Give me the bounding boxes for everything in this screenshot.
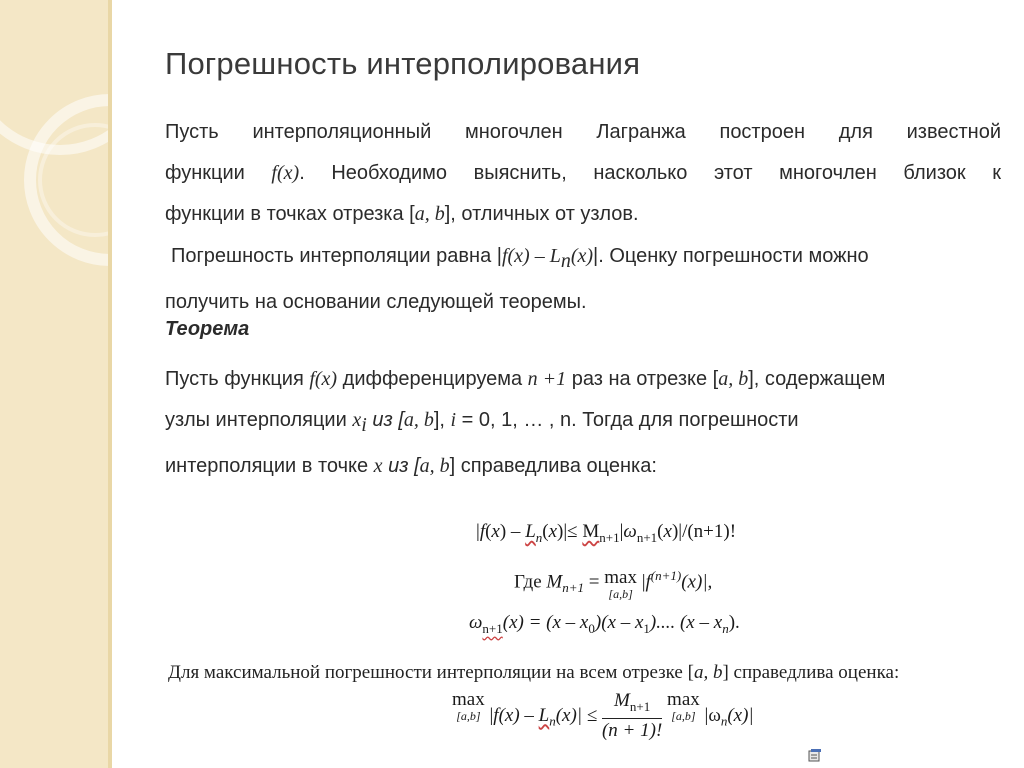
fraction: $\frac{M_{n+1}}{(n + 1)!}$ — [601, 690, 663, 741]
error-estimate-formula: $|f(x) - L_n(x)|\le M_{n+1}|\omega_{n+1}(x)|/(n+1)$! — [476, 521, 737, 545]
theorem-paragraph — [165, 359, 1001, 487]
theorem-line-3: интерполяции в точке x из [a, b] справедлива оценка: — [165, 455, 657, 477]
intro-line-1: Пусть интерполяционный многочлен Лагранжа построен для известной — [165, 121, 1001, 143]
theorem-line-2: узлы интерполяции $x_i$ из [a, b], i = 0, 1, … , n. Тогда для погрешности — [165, 409, 799, 436]
page-title: Погрешность интерполирования — [165, 46, 641, 81]
intro-line-2: функции f(x). Необходимо выяснить, насколько этот многочлен близок к — [165, 162, 1001, 184]
embedded-object-icon — [808, 748, 822, 762]
omega-definition-formula: $\omega_{n+1}(x) = (x - x_0)(x - x_1)$.... $(x - x_n)$. — [469, 612, 740, 636]
error-line-1: Погрешность интерполяции равна $|f(x) - L_n(x)|$. Оценку погрешности можно — [171, 245, 869, 272]
theorem-heading: Теорема — [165, 318, 250, 340]
decorative-sidebar — [0, 0, 112, 768]
intro-paragraph — [165, 112, 1001, 235]
max-error-caption: Для максимальной погрешности интерполяции на всем отрезке [a, b] справедлива оценка: — [168, 662, 900, 683]
mn-definition-formula: Где $M_{n+1} = \max$ [a,b] $|f^{(n+1)}(x)|$, — [514, 567, 713, 601]
error-line-2: получить на основании следующей теоремы. — [165, 291, 587, 313]
decorative-circles — [0, 0, 112, 768]
intro-line-3: функции в точках отрезка [a, b], отличных от узлов. — [165, 203, 639, 225]
error-paragraph — [165, 236, 1001, 323]
max-error-formula: max [a,b] $|f(x) - L_n(x)|$ ≤ $\frac{M_{n+1}}{(n + 1)!}$ max [a,b] $|\omega_n(x)|$ — [452, 689, 754, 741]
theorem-line-1: Пусть функция f(x) дифференцируема n +1 раз на отрезке [a, b], содержащем — [165, 368, 886, 390]
